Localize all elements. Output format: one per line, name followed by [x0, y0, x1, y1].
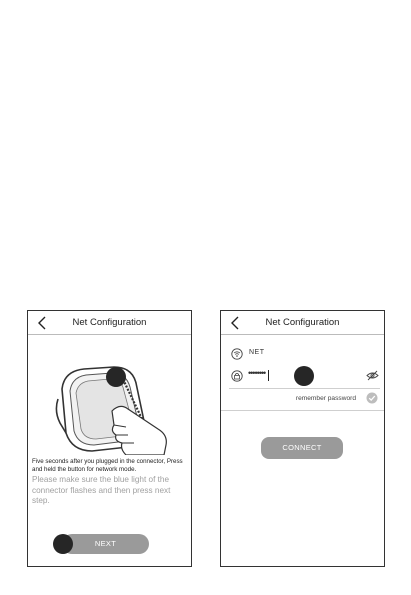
next-button[interactable]: NEXT [62, 534, 149, 554]
step-marker-next [53, 534, 73, 554]
instruction-text: Five seconds after you plugged in the connector, Press and held the button for network mode. [32, 458, 183, 473]
left-page-title: Net Configuration [72, 317, 147, 328]
left-phone-screen [27, 310, 192, 567]
step-marker-password [294, 366, 314, 386]
eye-slash-icon[interactable] [366, 370, 379, 381]
right-header [221, 311, 384, 335]
right-page-title: Net Configuration [265, 317, 340, 328]
lock-icon [231, 370, 243, 382]
left-header [28, 311, 191, 335]
right-phone-screen [220, 310, 385, 567]
ssid-value: NET [249, 349, 265, 356]
remember-divider [221, 410, 384, 411]
check-circle-icon[interactable] [366, 392, 378, 404]
ssid-field[interactable] [221, 344, 384, 366]
hint-text: Please make sure the blue light of the connector flashes and then press next step. [32, 475, 171, 505]
remember-password-label: remember password [295, 395, 356, 402]
step-marker-press-button [106, 367, 126, 387]
text-caret [268, 370, 269, 381]
wifi-icon [231, 348, 243, 360]
connect-button[interactable]: CONNECT [261, 437, 343, 459]
password-value: •••••••• [248, 368, 266, 378]
field-divider [229, 388, 380, 389]
